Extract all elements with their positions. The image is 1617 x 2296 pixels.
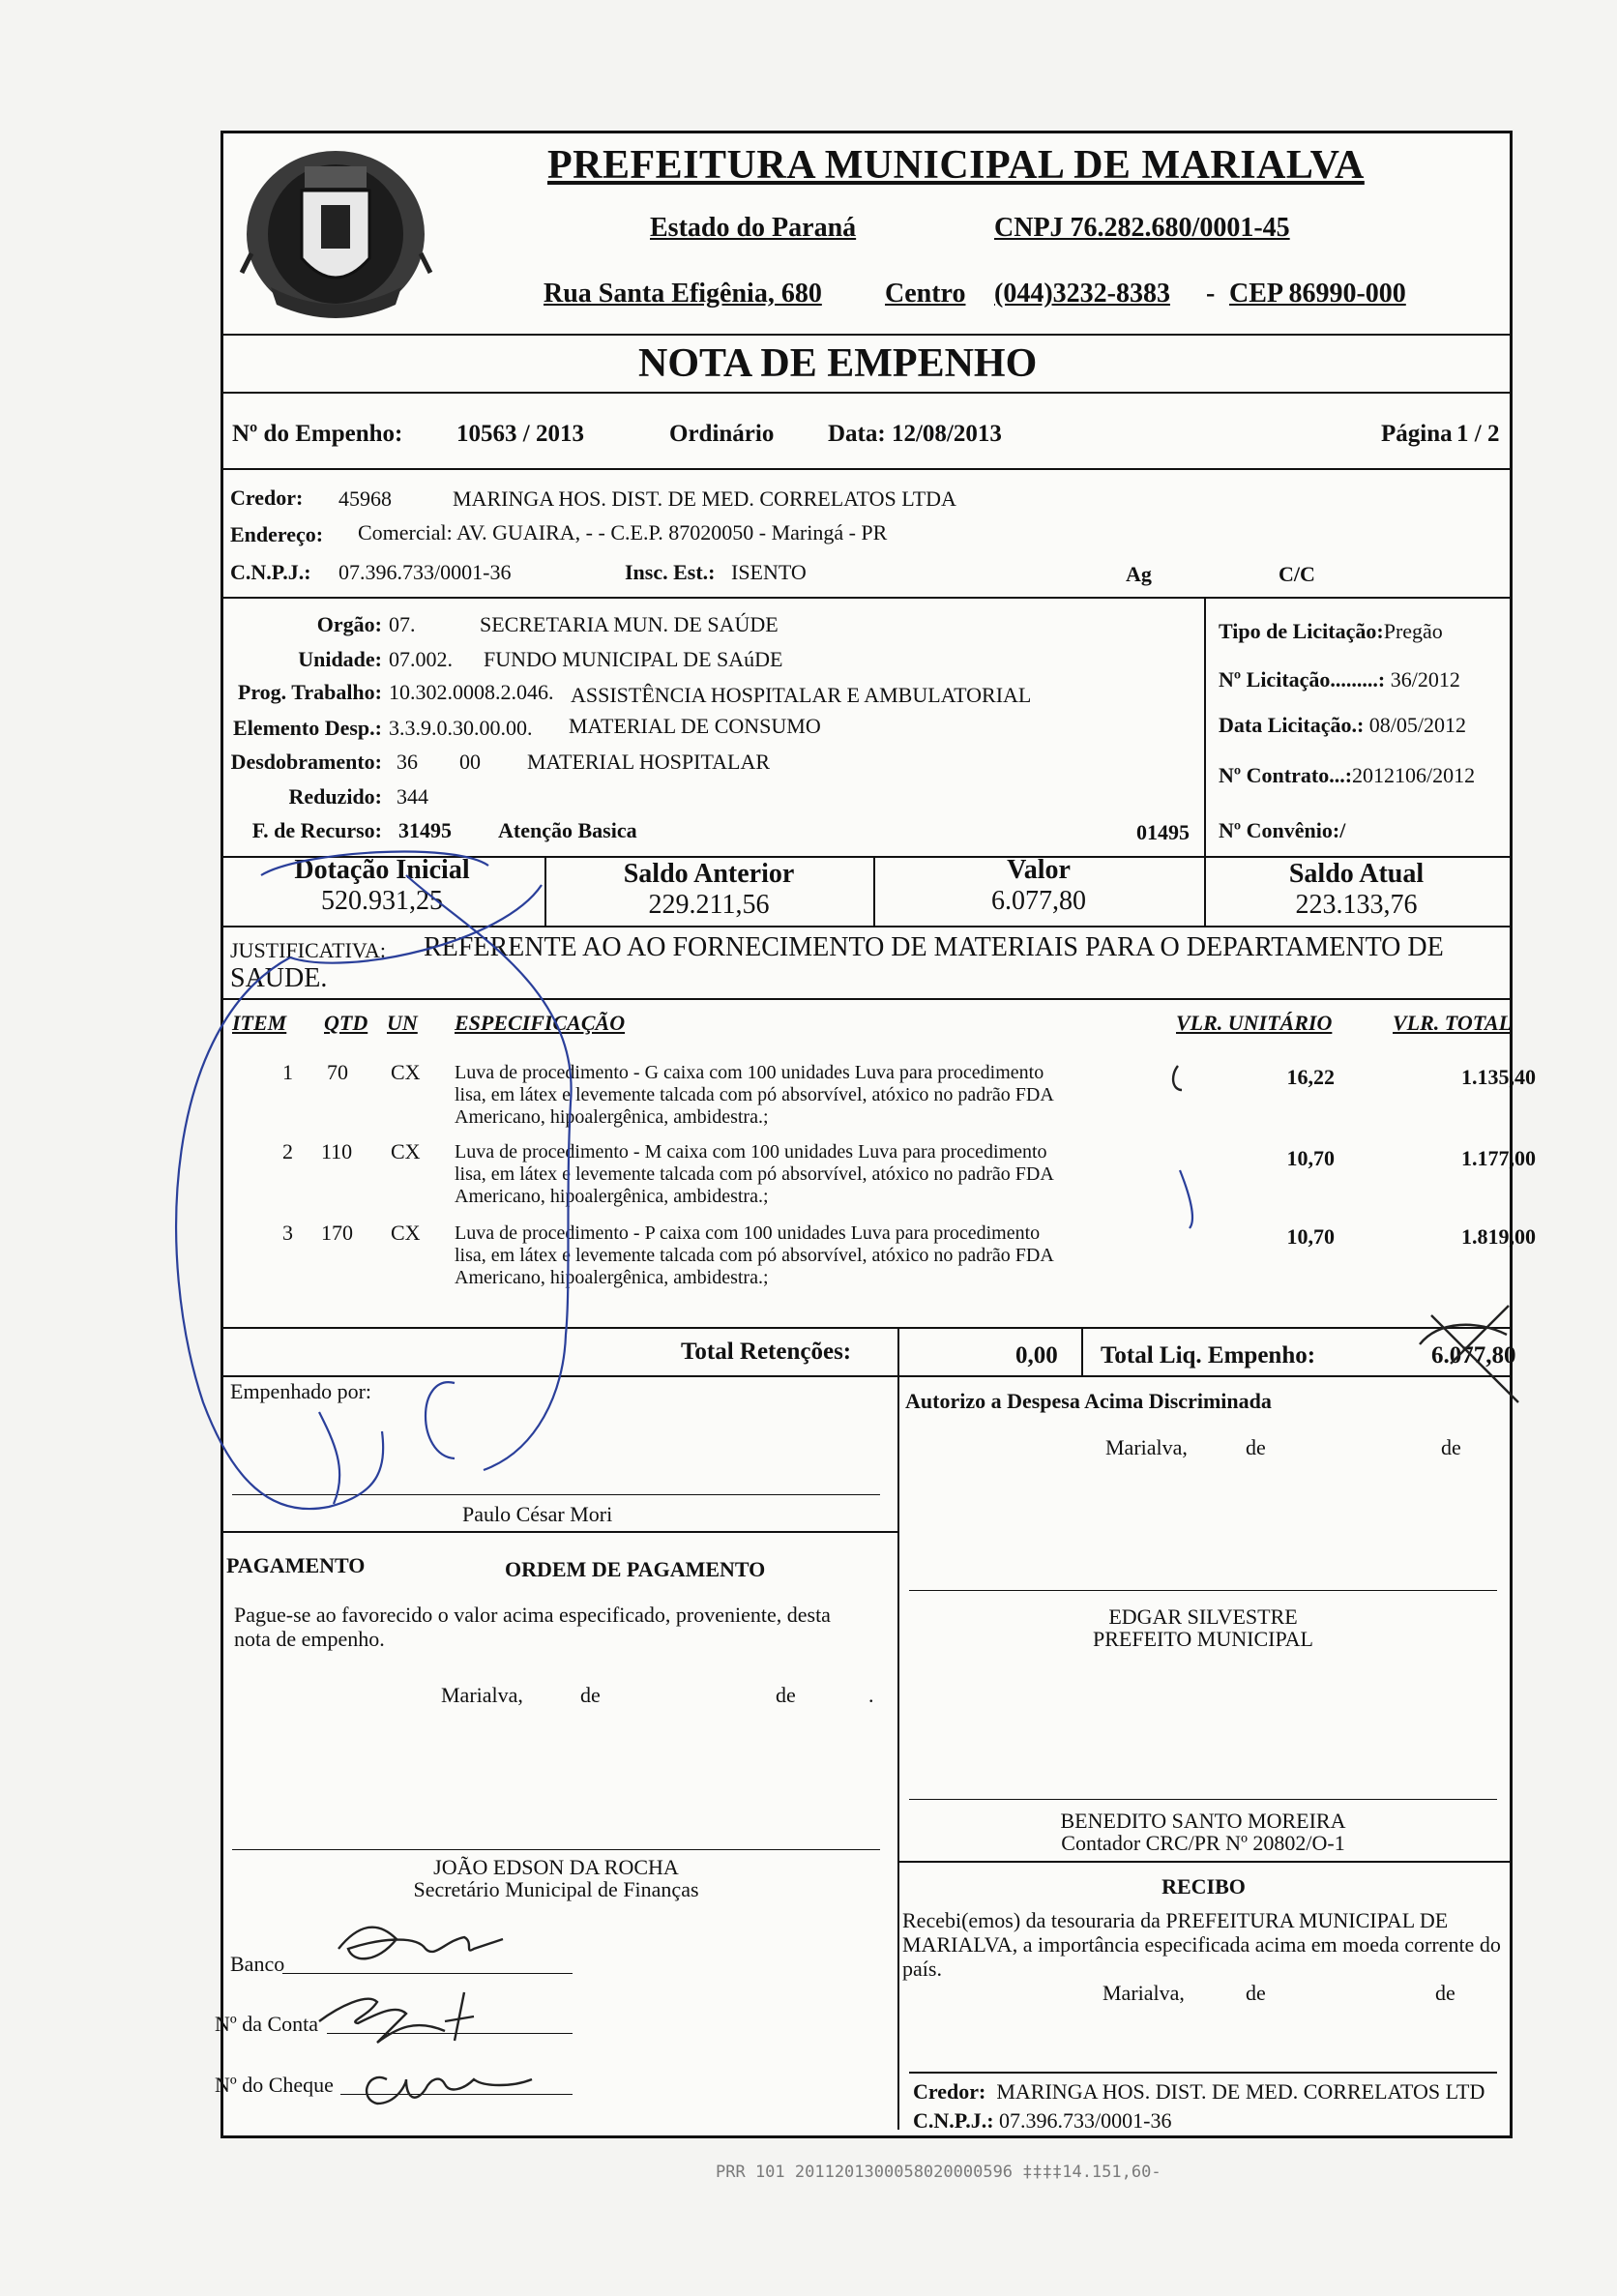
orgao-name: SECRETARIA MUN. DE SAÚDE [480,612,779,636]
unidade-name: FUNDO MUNICIPAL DE SAúDE [484,647,783,671]
item-unit-price: 10,70 [1286,1146,1335,1170]
municipality-title: PREFEITURA MUNICIPAL DE MARIALVA [547,143,1365,188]
banco-label: Banco [230,1952,285,1976]
reduzido-label: Reduzido: [288,784,382,809]
recurso-label: F. de Recurso: [251,818,382,842]
item-qty: 170 [321,1221,353,1245]
pagamento-de-1: de [580,1683,601,1707]
col-especificacao: ESPECIFICAÇÃO [455,1011,626,1035]
bank-stamp: PRR 101 2011201300058020000596 ‡‡‡‡14.151,60- [716,2163,1161,2182]
recibo-city: Marialva, [1102,1981,1185,2005]
retencoes-value: 0,00 [1015,1342,1058,1369]
item-description: Luva de procedimento - G caixa com 100 unidades Luva para procedimento lisa, em látex e levemente talcada com pó absorvível, atóxico no padrão FDA Americano, hipoalergênica, ambidestra.; [455,1062,1054,1128]
numero-contrato: Nº Contrato...:2012106/2012 [1219,763,1476,787]
cnpj-header: CNPJ 76.282.680/0001-45 [994,213,1290,243]
desdobramento-a: 36 [397,750,418,774]
justificativa-line-2: SAUDE. [230,963,328,993]
conta-label: Nº da Conta [215,2012,319,2036]
prog-name: ASSISTÊNCIA HOSPITALAR E AMBULATORIAL [571,683,1032,707]
address-label: Endereço: [230,522,324,546]
liquido-value: 6.077,80 [1431,1342,1516,1369]
recibo-de-1: de [1246,1981,1266,2005]
rodape-cnpj: C.N.P.J.: 07.396.733/0001-36 [913,2108,1172,2133]
valor-label: Valor [1007,855,1071,885]
saldo-atual-value: 223.133,76 [1295,890,1418,920]
unidade-code: 07.002. [389,647,453,671]
autorizo-de-1: de [1246,1435,1266,1459]
prog-code: 10.302.0008.2.046. [389,680,554,704]
dotacao-label: Dotação Inicial [294,855,470,885]
dotacao-value: 520.931,25 [321,886,443,916]
empenhado-name: Paulo César Mori [462,1502,613,1526]
insc-value: ISENTO [731,560,807,584]
justificativa-label: JUSTIFICATIVA: [230,938,386,962]
item-number: 3 [282,1221,293,1245]
numero-licitacao: Nº Licitação.........: 36/2012 [1219,667,1460,692]
pagamento-city: Marialva, [441,1683,523,1707]
item-total: 1.135,40 [1461,1065,1536,1089]
pagamento-label: PAGAMENTO [226,1553,366,1577]
item-qty: 110 [321,1139,353,1163]
autorizo-label: Autorizo a Despesa Acima Discriminada [905,1389,1272,1413]
rodape-credor: Credor: MARINGA HOS. DIST. DE MED. CORRELATOS LTD [913,2079,1485,2104]
cnpj-label: C.N.P.J.: [230,560,311,584]
empenho-date: Data: 12/08/2013 [828,421,1002,447]
prefeito-signature: EDGAR SILVESTRE PREFEITO MUNICIPAL [1093,1604,1313,1651]
elemento-name: MATERIAL DE CONSUMO [569,714,821,738]
document-title: NOTA DE EMPENHO [638,341,1038,386]
page-label: Página [1381,421,1453,447]
valor-value: 6.077,80 [991,886,1086,916]
data-licitacao: Data Licitação.: 08/05/2012 [1219,713,1467,737]
credor-label: Credor: [230,486,304,510]
retencoes-label: Total Retenções: [681,1339,852,1365]
cheque-label: Nº do Cheque [215,2073,334,2097]
item-description: Luva de procedimento - P caixa com 100 unidades Luva para procedimento lisa, em látex e levemente talcada com pó absorvível, atóxico no padrão FDA Americano, hipoalergênica, ambidestra.; [455,1222,1054,1288]
recibo-de-2: de [1435,1981,1455,2005]
cep: CEP 86990-000 [1229,279,1406,309]
col-total: VLR. TOTAL [1393,1011,1513,1035]
unidade-label: Unidade: [298,647,382,671]
credor-cnpj: 07.396.733/0001-36 [338,560,512,584]
page-number: 1 / 2 [1456,421,1500,447]
recurso-right-code: 01495 [1136,820,1190,844]
empenho-type: Ordinário [669,421,775,447]
justificativa-line-1: REFERENTE AO AO FORNECIMENTO DE MATERIAIS PARA O DEPARTAMENTO DE [424,932,1444,962]
credor-code: 45968 [338,486,392,511]
orgao-label: Orgão: [316,612,382,636]
item-total: 1.177,00 [1461,1146,1536,1170]
autorizo-city: Marialva, [1105,1435,1188,1459]
item-unit: CX [391,1221,421,1245]
col-un: UN [387,1011,418,1035]
recibo-text: Recebi(emos) da tesouraria da PREFEITURA MUNICIPAL DE MARIALVA, a importância especificada acima em moeda corrente do país. [902,1908,1501,1981]
pagamento-de-2: de [776,1683,796,1707]
empenho-label: Nº do Empenho: [232,421,403,447]
phone: (044)3232-8383 [994,279,1170,309]
credor-name: MARINGA HOS. DIST. DE MED. CORRELATOS LTDA [453,486,956,511]
item-number: 2 [282,1139,293,1163]
elemento-label: Elemento Desp.: [233,716,382,740]
desdobramento-label: Desdobramento: [230,750,382,774]
item-unit: CX [391,1060,421,1084]
col-unit-price: VLR. UNITÁRIO [1176,1011,1333,1035]
empenho-number: 10563 / 2013 [456,421,584,447]
item-unit: CX [391,1139,421,1163]
prog-label: Prog. Trabalho: [237,680,382,704]
recurso-name: Atenção Basica [498,818,637,842]
agency-label: Ag [1126,562,1152,586]
pagamento-dot: . [868,1683,874,1707]
credor-address: Comercial: AV. GUAIRA, - - C.E.P. 87020050 - Maringá - PR [358,520,888,545]
orgao-code: 07. [389,612,416,636]
item-total: 1.819,00 [1461,1224,1536,1249]
recibo-label: RECIBO [1161,1874,1246,1899]
ordem-pagamento-label: ORDEM DE PAGAMENTO [505,1557,766,1581]
desdobramento-name: MATERIAL HOSPITALAR [527,750,771,774]
pagamento-text: Pague-se ao favorecido o valor acima especificado, proveniente, desta nota de empenho. [234,1603,831,1651]
elemento-code: 3.3.9.0.30.00.00. [389,716,533,740]
district: Centro [885,279,966,309]
account-label: C/C [1279,562,1315,586]
street-address: Rua Santa Efigênia, 680 [544,279,822,309]
saldo-atual-label: Saldo Atual [1288,859,1425,889]
recurso-code: 31495 [398,818,452,842]
col-item: ITEM [232,1011,287,1035]
tipo-licitacao: Tipo de Licitação:Pregão [1219,619,1443,643]
autorizo-de-2: de [1441,1435,1461,1459]
liquido-label: Total Liq. Empenho: [1101,1342,1316,1369]
item-qty: 70 [327,1060,348,1084]
saldo-anterior-label: Saldo Anterior [623,859,795,889]
item-unit-price: 10,70 [1286,1224,1335,1249]
dash-separator: - [1206,279,1216,309]
empenhado-label: Empenhado por: [230,1379,372,1403]
item-unit-price: 16,22 [1286,1065,1335,1089]
numero-convenio: Nº Convênio:/ [1219,818,1346,842]
col-qtd: QTD [324,1011,368,1035]
state-label: Estado do Paraná [650,213,857,243]
item-description: Luva de procedimento - M caixa com 100 unidades Luva para procedimento lisa, em látex e levemente talcada com pó absorvível, atóxico no padrão FDA Americano, hipoalergênica, ambidestra.; [455,1141,1054,1207]
contador-signature: BENEDITO SANTO MOREIRA Contador CRC/PR Nº 20802/O-1 [1060,1809,1346,1855]
insc-label: Insc. Est.: [625,560,716,584]
item-number: 1 [282,1060,293,1084]
desdobramento-b: 00 [459,750,481,774]
reduzido-value: 344 [397,784,428,809]
saldo-anterior-value: 229.211,56 [648,890,770,920]
secretario-signature: JOÃO EDSON DA ROCHA Secretário Municipal de Finanças [413,1855,699,1901]
